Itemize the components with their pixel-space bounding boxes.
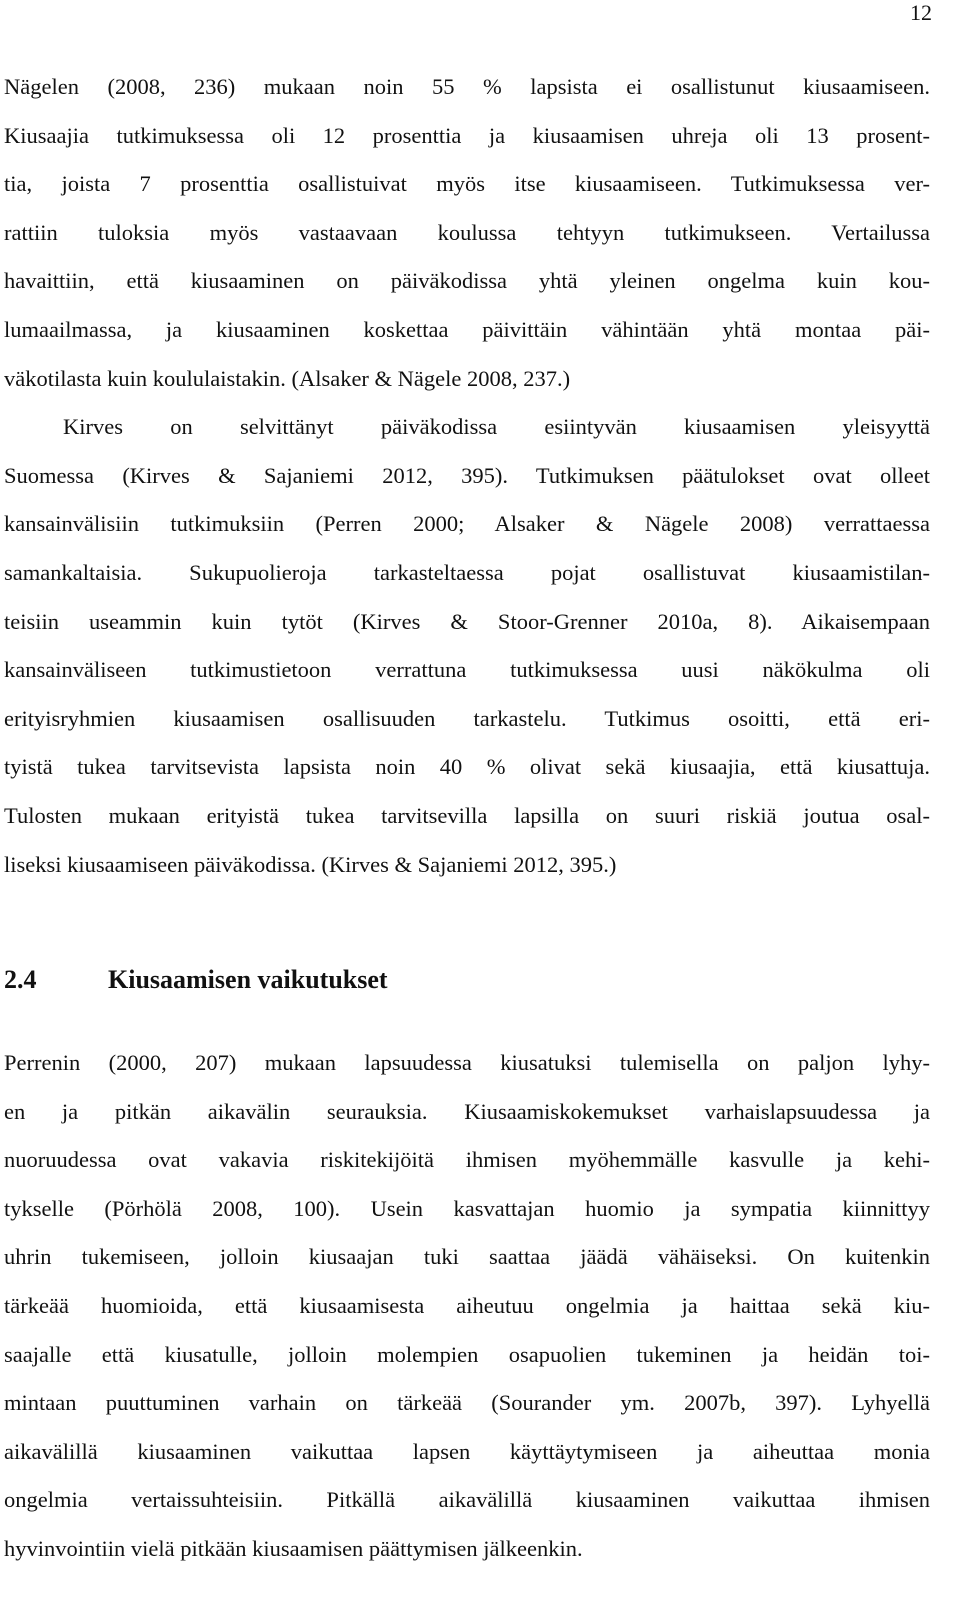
text-line: aikavälillä kiusaaminen vaikuttaa lapsen käyttäytymiseen ja aiheuttaa monia <box>4 1438 930 1464</box>
text-line: Suomessa (Kirves & Sajaniemi 2012, 395). Tutkimuksen päätulokset ovat olleet <box>4 462 930 488</box>
text-line: liseksi kiusaamiseen päiväkodissa. (Kirves & Sajaniemi 2012, 395.) <box>4 851 617 877</box>
text-line: nuoruudessa ovat vakavia riskitekijöitä ihmisen myöhemmälle kasvulle ja kehi- <box>4 1147 930 1173</box>
text-line: Perrenin (2000, 207) mukaan lapsuudessa kiusatuksi tulemisella on paljon lyhy- <box>4 1050 930 1075</box>
text-line: uhrin tukemiseen, jolloin kiusaajan tuki saattaa jäädä vähäiseksi. On kuitenkin <box>4 1244 930 1270</box>
text-line: kansainväliseen tutkimustietoon verrattuna tutkimuksessa uusi näkökulma oli <box>4 657 930 683</box>
text-line: saajalle että kiusatulle, jolloin molempien osapuolien tukeminen ja heidän toi- <box>4 1341 930 1367</box>
text-line: Kirves on selvittänyt päiväkodissa esiintyvän kiusaamisen yleisyyttä <box>63 414 930 440</box>
text-line: väkotilasta kuin koululaistakin. (Alsaker & Nägele 2008, 237.) <box>4 365 571 391</box>
text-line: havaittiin, että kiusaaminen on päiväkodissa yhtä yleinen ongelma kuin kou- <box>4 268 930 294</box>
paragraph-1 <box>4 63 930 403</box>
text-line: erityisryhmien kiusaamisen osallisuuden tarkastelu. Tutkimus osoitti, että eri- <box>4 705 930 731</box>
text-line: teisiin useammin kuin tytöt (Kirves & Stoor-Grenner 2010a, 8). Aikaisempaan <box>4 608 930 634</box>
section-number: 2.4 <box>4 965 37 994</box>
text-line: tykselle (Pörhölä 2008, 100). Usein kasvattajan huomio ja sympatia kiinnittyy <box>4 1195 930 1221</box>
paragraph-2 <box>4 403 930 889</box>
section-heading <box>4 960 388 1000</box>
section-title: Kiusaamisen vaikutukset <box>108 965 388 994</box>
text-line: tyistä tukea tarvitsevista lapsista noin 40 % olivat sekä kiusaajia, että kiusattuja. <box>4 754 930 780</box>
text-line: Kiusaajia tutkimuksessa oli 12 prosenttia ja kiusaamisen uhreja oli 13 prosent- <box>4 122 930 148</box>
text-line: kansainvälisiin tutkimuksiin (Perren 2000; Alsaker & Nägele 2008) verrattaessa <box>4 511 930 537</box>
text-line: rattiin tuloksia myös vastaavaan koulussa tehtyyn tutkimukseen. Vertailussa <box>4 219 930 245</box>
text-line: mintaan puuttuminen varhain on tärkeää (Sourander ym. 2007b, 397). Lyhyellä <box>4 1390 930 1416</box>
text-line: hyvinvointiin vielä pitkään kiusaamisen päättymisen jälkeenkin. <box>4 1535 583 1561</box>
text-line: tärkeää huomioida, että kiusaamisesta aiheutuu ongelmia ja haittaa sekä kiu- <box>4 1292 930 1318</box>
text-line: Tulosten mukaan erityistä tukea tarvitsevilla lapsilla on suuri riskiä joutua osal- <box>4 802 930 828</box>
body-text-lower <box>4 1039 930 1574</box>
paragraph-3 <box>4 1039 930 1574</box>
text-line: samankaltaisia. Sukupuolieroja tarkasteltaessa pojat osallistuvat kiusaamistilan- <box>4 559 930 585</box>
text-line: en ja pitkän aikavälin seurauksia. Kiusaamiskokemukset varhaislapsuudessa ja <box>4 1098 930 1124</box>
text-line: lumaailmassa, ja kiusaaminen koskettaa päivittäin vähintään yhtä montaa päi- <box>4 316 930 342</box>
body-text-upper <box>4 63 930 889</box>
page-number: 12 <box>910 0 932 25</box>
text-line: ongelmia vertaissuhteisiin. Pitkällä aikavälillä kiusaaminen vaikuttaa ihmisen <box>4 1487 930 1513</box>
text-line: Nägelen (2008, 236) mukaan noin 55 % lapsista ei osallistunut kiusaamiseen. <box>4 74 930 99</box>
text-line: tia, joista 7 prosenttia osallistuivat myös itse kiusaamiseen. Tutkimuksessa ver- <box>4 171 930 197</box>
